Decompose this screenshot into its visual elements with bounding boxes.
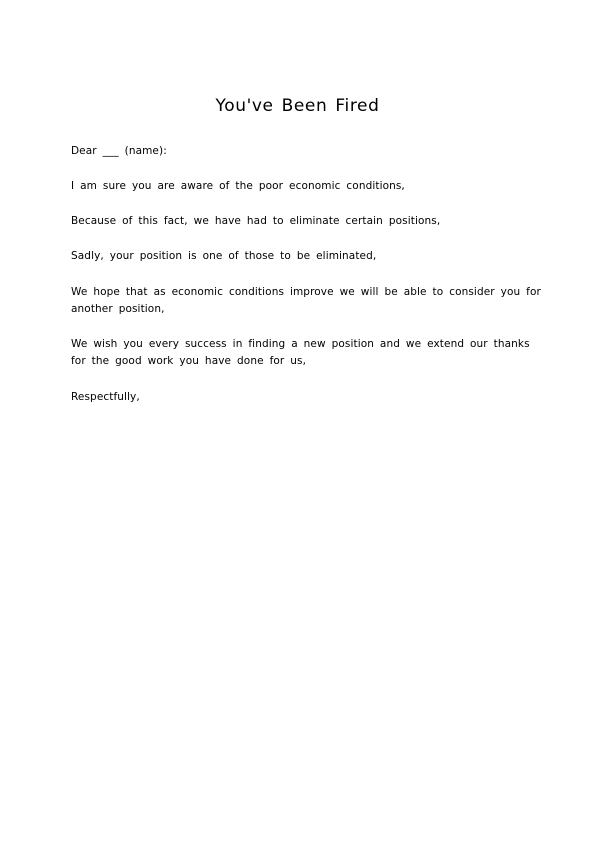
paragraph-eliminate-positions: Because of this fact, we have had to eliminate certain positions, [71, 215, 441, 227]
paragraph-position-eliminated: Sadly, your position is one of those to be eliminated, [71, 250, 377, 262]
paragraph-economic-conditions: I am sure you are aware of the poor economic conditions, [71, 180, 405, 192]
paragraph-line: We wish you every success in finding a new position and we extend our thanks [71, 338, 530, 350]
paragraph-thanks [71, 336, 531, 370]
closing: Respectfully, [71, 391, 140, 403]
paragraph-future-consideration [71, 284, 541, 318]
paragraph-line: for the good work you have done for us, [71, 355, 307, 367]
paragraph-line: another position, [71, 303, 165, 315]
paragraph-line: We hope that as economic conditions improve we will be able to consider you for [71, 286, 541, 298]
salutation: Dear ___ (name): [71, 145, 167, 157]
letter-title: You've Been Fired [215, 96, 380, 116]
